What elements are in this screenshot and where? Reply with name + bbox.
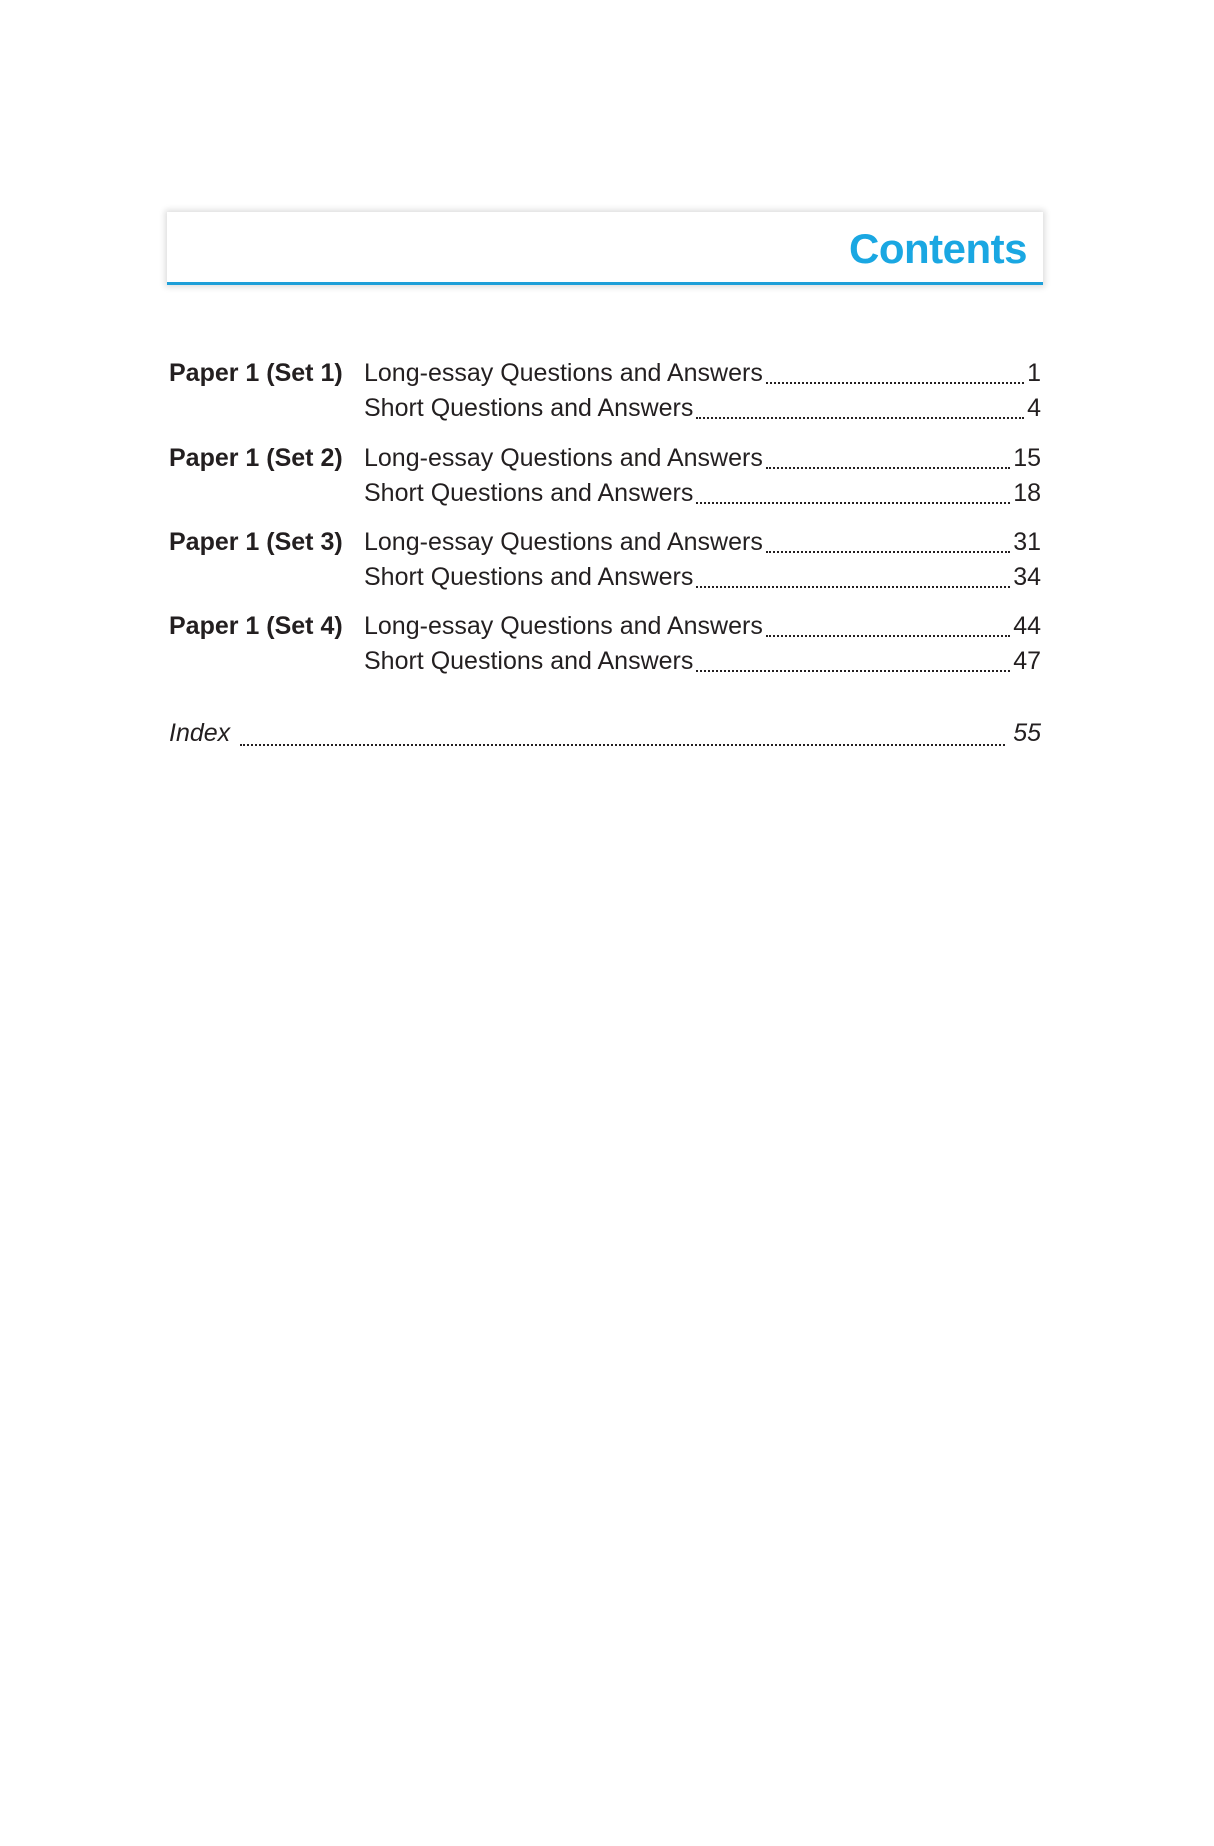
set-label: Paper 1 (Set 1)	[169, 359, 343, 387]
toc-entry[interactable]	[364, 393, 1041, 423]
page-number: 55	[1013, 719, 1041, 747]
set-label: Paper 1 (Set 4)	[169, 612, 343, 640]
toc-entry[interactable]	[364, 478, 1041, 508]
toc-entry-index[interactable]	[169, 718, 1041, 750]
set-label: Paper 1 (Set 3)	[169, 528, 343, 556]
page-number: 4	[1027, 394, 1041, 422]
entry-title: Long-essay Questions and Answers	[364, 612, 763, 640]
page-number: 15	[1013, 444, 1041, 472]
toc-entry[interactable]	[364, 611, 1041, 641]
toc-entry[interactable]	[364, 562, 1041, 592]
dot-leader	[696, 502, 1010, 504]
entry-title: Long-essay Questions and Answers	[364, 359, 763, 387]
entry-title: Short Questions and Answers	[364, 394, 694, 422]
page-number: 1	[1027, 359, 1041, 387]
entry-title: Short Questions and Answers	[364, 563, 694, 591]
contents-header	[167, 212, 1043, 285]
dot-leader	[766, 551, 1010, 553]
entry-title: Short Questions and Answers	[364, 479, 694, 507]
toc-entry[interactable]	[364, 358, 1041, 388]
set-label: Paper 1 (Set 2)	[169, 444, 343, 472]
entry-title: Short Questions and Answers	[364, 647, 694, 675]
dot-leader	[240, 744, 1005, 746]
dot-leader	[766, 635, 1010, 637]
index-title: Index	[169, 719, 231, 747]
page-title: Contents	[849, 225, 1027, 272]
dot-leader	[696, 670, 1010, 672]
dot-leader	[696, 417, 1024, 419]
toc-entry[interactable]	[364, 646, 1041, 676]
page-number: 18	[1013, 479, 1041, 507]
toc-entry[interactable]	[364, 527, 1041, 557]
toc-entry[interactable]	[364, 443, 1041, 473]
page-number: 31	[1013, 528, 1041, 556]
page-number: 44	[1013, 612, 1041, 640]
entry-title: Long-essay Questions and Answers	[364, 528, 763, 556]
dot-leader	[766, 467, 1010, 469]
page-number: 34	[1013, 563, 1041, 591]
dot-leader	[766, 382, 1024, 384]
dot-leader	[696, 586, 1010, 588]
page-number: 47	[1013, 647, 1041, 675]
entry-title: Long-essay Questions and Answers	[364, 444, 763, 472]
